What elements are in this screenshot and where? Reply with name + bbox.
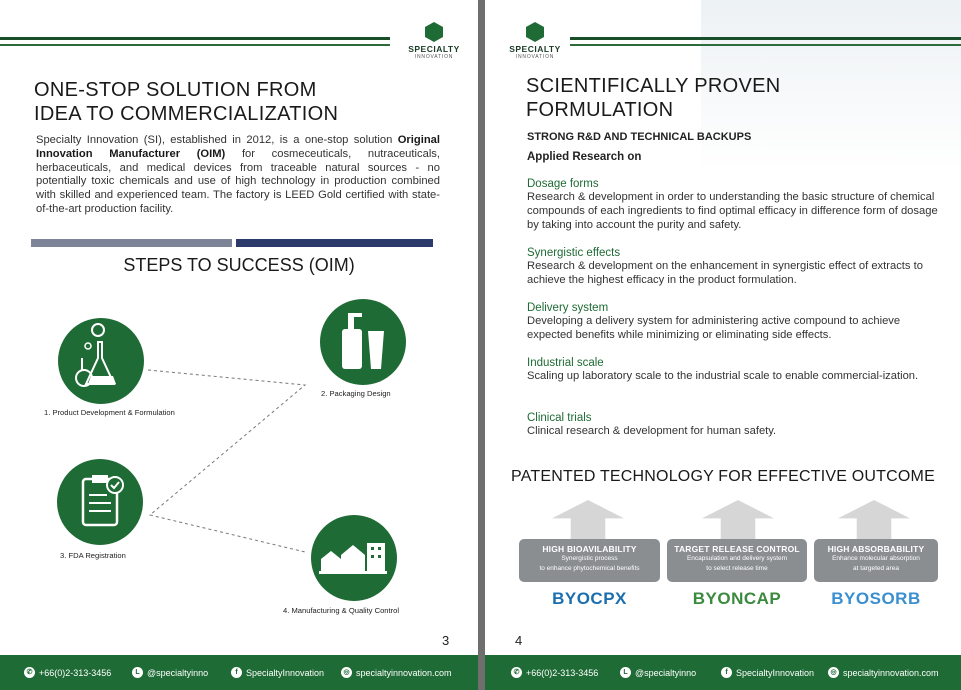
tech-line: Encapsulation and delivery system bbox=[686, 555, 788, 562]
section-text: Developing a delivery system for administering active compound to achieve expected benefits while minimizing or eliminating side effects. bbox=[527, 315, 901, 341]
tech-box-bioavailability bbox=[519, 539, 660, 582]
intro-text-b: for cosmeceuticals, nutraceuticals, herbaceuticals, and medical devices from traceable natural sources - no potentially toxic chemicals and use of high technology in production combined with skilled and experienced team. The factory is LEED Gold certified with state-of-the-art production facility. bbox=[36, 147, 441, 215]
section-text: Research & development in order to understanding the basic structure of chemical compounds of each ingredients to find optimal efficacy in difference form of dosage by taking into account the purity and safety. bbox=[527, 191, 938, 231]
footer-line-text: @specialtyinno bbox=[147, 667, 209, 678]
applied-research-heading: Applied Research on bbox=[527, 151, 642, 163]
section-title: Dosage forms bbox=[527, 178, 599, 190]
phone-icon: ✆ bbox=[24, 667, 35, 678]
header-rule bbox=[570, 37, 961, 40]
page-number: 3 bbox=[442, 633, 450, 648]
page-title bbox=[34, 78, 338, 126]
step4-circle bbox=[311, 515, 397, 601]
section-title: Delivery system bbox=[527, 302, 609, 314]
tech-heading: HIGH ABSORBABILITY bbox=[827, 544, 925, 554]
section-text: Research & development on the enhancement in synergistic effect of extracts to achieve the highest efficacy in the product formulation. bbox=[527, 260, 923, 286]
step2-circle bbox=[320, 299, 406, 385]
footer-web-text: specialtyinnovation.com bbox=[356, 667, 452, 678]
footer-web[interactable] bbox=[828, 667, 939, 678]
footer-web[interactable] bbox=[341, 667, 452, 678]
intro-paragraph bbox=[36, 134, 440, 217]
section-clinical bbox=[527, 411, 942, 439]
title-line-2: FORMULATION bbox=[526, 99, 674, 121]
tech-line: to enhance phytochemical benefits bbox=[539, 564, 640, 572]
step2-label: 2. Packaging Design bbox=[321, 389, 391, 398]
header-rule bbox=[0, 37, 390, 40]
title-line-1: SCIENTIFICALLY PROVEN bbox=[526, 75, 781, 97]
globe-icon: ◎ bbox=[828, 667, 839, 678]
page-number: 4 bbox=[515, 633, 523, 648]
section-synergistic bbox=[527, 246, 942, 288]
subtitle: STRONG R&D AND TECHNICAL BACKUPS bbox=[527, 131, 752, 143]
brand-byocpx: BYOCPX bbox=[552, 589, 627, 608]
logo-text: SPECIALTY bbox=[408, 44, 460, 54]
tech-line: Synergistic process bbox=[561, 555, 618, 562]
section-delivery bbox=[527, 301, 942, 343]
logo bbox=[394, 22, 474, 60]
page-right bbox=[485, 0, 961, 690]
footer-line[interactable] bbox=[620, 667, 696, 678]
dashed-path bbox=[148, 370, 305, 552]
section-text: Scaling up laboratory scale to the industrial scale to enable commercial-ization. bbox=[527, 370, 919, 382]
step3-circle bbox=[57, 459, 143, 545]
title-line-2: IDEA TO COMMERCIALIZATION bbox=[34, 103, 339, 125]
page-left bbox=[0, 0, 478, 690]
footer-phone[interactable] bbox=[24, 667, 111, 678]
step4-label: 4. Manufacturing & Quality Control bbox=[283, 606, 400, 615]
footer bbox=[0, 655, 478, 690]
tech-box-release bbox=[667, 539, 807, 582]
footer-facebook-text: SpecialtyInnovation bbox=[246, 667, 325, 678]
phone-icon: ✆ bbox=[511, 667, 522, 678]
tech-line: to select release time bbox=[706, 564, 768, 572]
footer-line-text: @specialtyinno bbox=[635, 667, 697, 678]
brand-byosorb: BYOSORB bbox=[831, 589, 921, 608]
footer-facebook-text: SpecialtyInnovation bbox=[736, 667, 815, 678]
bottle-tube-icon bbox=[320, 299, 406, 385]
section-title: Synergistic effects bbox=[527, 247, 621, 259]
footer-facebook[interactable] bbox=[231, 667, 324, 678]
intro-text-a: Specialty Innovation (SI), established in 2012, is a one-stop solution bbox=[36, 134, 398, 146]
header-rule-thin bbox=[570, 44, 961, 46]
header-rule-thin bbox=[0, 44, 390, 46]
lab-flask-icon bbox=[58, 318, 144, 404]
section-text: Clinical research & development for human safety. bbox=[527, 425, 777, 437]
facebook-icon: f bbox=[231, 667, 242, 678]
tech-line: at targeted area bbox=[853, 564, 899, 572]
title-line-1: ONE-STOP SOLUTION FROM bbox=[34, 79, 317, 101]
patented-title: PATENTED TECHNOLOGY FOR EFFECTIVE OUTCOME bbox=[511, 468, 935, 485]
footer-web-text: specialtyinnovation.com bbox=[843, 667, 939, 678]
logo bbox=[495, 22, 575, 60]
logo-subtext: INNOVATION bbox=[414, 54, 454, 60]
section-industrial bbox=[527, 356, 942, 384]
tech-heading: TARGET RELEASE CONTROL bbox=[674, 544, 800, 554]
logo-icon bbox=[526, 22, 544, 42]
footer bbox=[485, 655, 961, 690]
tech-box-absorbability bbox=[814, 539, 938, 582]
clipboard-check-icon bbox=[57, 459, 143, 545]
divider-bar-gray bbox=[31, 239, 232, 247]
footer-phone-text: +66(0)2-313-3456 bbox=[526, 667, 599, 678]
section-title: Clinical trials bbox=[527, 412, 592, 424]
tech-line: Enhance molecular absorption bbox=[832, 555, 920, 562]
intro-bold: Original Innovation Manufacturer (OIM) bbox=[36, 134, 440, 160]
step1-label: 1. Product Development & Formulation bbox=[44, 408, 175, 417]
footer-line[interactable] bbox=[132, 667, 208, 678]
footer-phone-text: +66(0)2-313-3456 bbox=[39, 667, 112, 678]
section-title: Industrial scale bbox=[527, 357, 604, 369]
step1-circle bbox=[58, 318, 144, 404]
factory-houses-icon bbox=[311, 515, 397, 601]
divider-bar-navy bbox=[236, 239, 433, 247]
brand-byoncap: BYONCAP bbox=[692, 589, 782, 608]
logo-icon bbox=[425, 22, 443, 42]
steps-title: STEPS TO SUCCESS (OIM) bbox=[123, 255, 355, 275]
footer-facebook[interactable] bbox=[721, 667, 814, 678]
line-icon: L bbox=[132, 667, 143, 678]
globe-icon: ◎ bbox=[341, 667, 352, 678]
line-icon: L bbox=[620, 667, 631, 678]
footer-phone[interactable] bbox=[511, 667, 598, 678]
logo-text: SPECIALTY bbox=[509, 44, 561, 54]
logo-subtext: INNOVATION bbox=[515, 54, 555, 60]
facebook-icon: f bbox=[721, 667, 732, 678]
step3-label: 3. FDA Registration bbox=[60, 551, 126, 560]
section-dosage bbox=[527, 177, 942, 232]
page-title bbox=[526, 74, 781, 122]
tech-heading: HIGH BIOAVILABILITY bbox=[542, 544, 637, 554]
